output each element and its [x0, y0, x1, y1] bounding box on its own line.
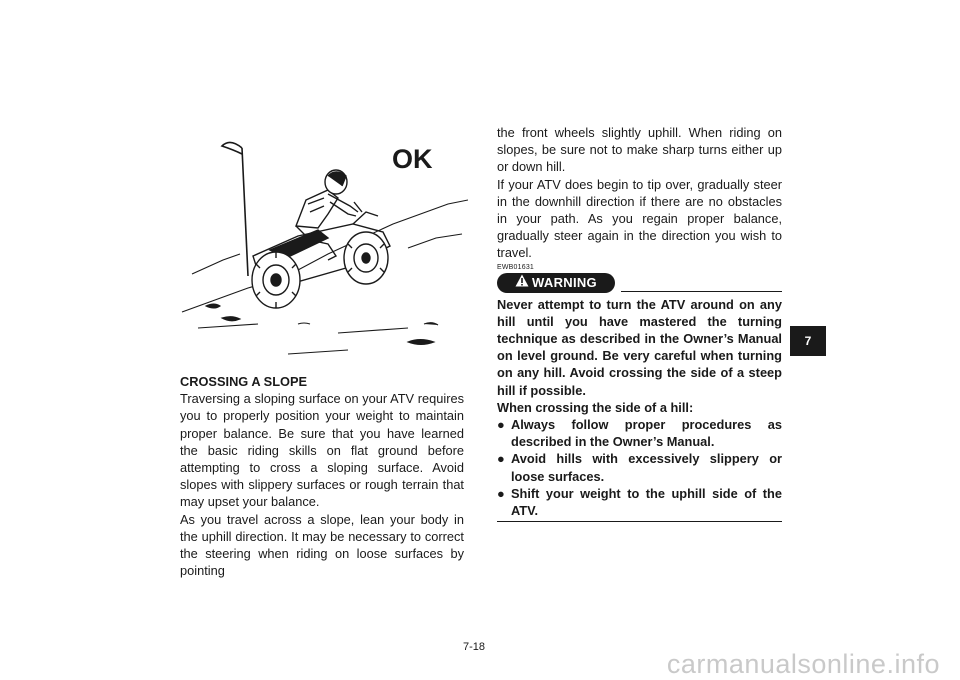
bullet-item: ● Shift your weight to the uphill side of the ATV.: [497, 485, 782, 519]
atv-front-wheel: [344, 232, 388, 284]
warning-label: WARNING: [532, 275, 597, 291]
paragraph: Traversing a sloping surface on your ATV requires you to properly position your weight to maintain proper balance. Be sure that you have learned the basic riding skills on flat ground before attempting to cross a sloping surface. Avoid slopes with slippery surfaces or rough terrain that may upset your balance.: [180, 391, 464, 510]
atv-rear-wheel: [252, 252, 300, 308]
chapter-tab: 7: [790, 326, 826, 356]
atv-slope-illustration: [178, 128, 468, 366]
ok-label: OK: [392, 144, 433, 174]
divider: [621, 291, 782, 292]
paragraph: the front wheels slightly uphill. When riding on slopes, be sure not to make sharp turns either up or down hill.: [497, 125, 782, 175]
hillside: [182, 200, 468, 354]
warning-triangle-icon: [515, 274, 529, 292]
divider: [497, 521, 782, 522]
bullet-item: ● Avoid hills with excessively slippery or loose surfaces.: [497, 451, 782, 484]
warning-code: EWB01631: [497, 263, 535, 271]
section-heading: CROSSING A SLOPE: [180, 374, 308, 389]
right-column: [497, 124, 782, 522]
warning-header: [497, 273, 782, 293]
page-number: 7-18: [463, 641, 486, 653]
paragraph: As you travel across a slope, lean your body in the uphill direction. It may be necessary to correct the steering when riding on loose surfaces by pointing: [180, 511, 464, 579]
bullet-dot-icon: ●: [497, 485, 505, 501]
bullet-dot-icon: ●: [497, 417, 505, 433]
warning-subhead: When crossing the side of a hill:: [497, 399, 694, 415]
warning-badge: [497, 273, 615, 293]
paragraph: If your ATV does begin to tip over, gradually steer in the downhill direction if there are no obstacles in your path. As you regain proper balance, gradually steer again in the direction you wish to travel.: [497, 176, 782, 261]
warning-text: Never attempt to turn the ATV around on any hill until you have mastered the turning technique as described in the Owner’s Manual on level ground. Be very careful when turning on any hill. Avoid crossing the side of a steep hill if possible.: [497, 296, 782, 398]
watermark: carmanualsonline.info: [666, 649, 940, 679]
bullet-dot-icon: ●: [497, 451, 505, 467]
bullet-item: ● Always follow proper procedures as described in the Owner’s Manual.: [497, 417, 782, 450]
left-column: [180, 373, 464, 579]
